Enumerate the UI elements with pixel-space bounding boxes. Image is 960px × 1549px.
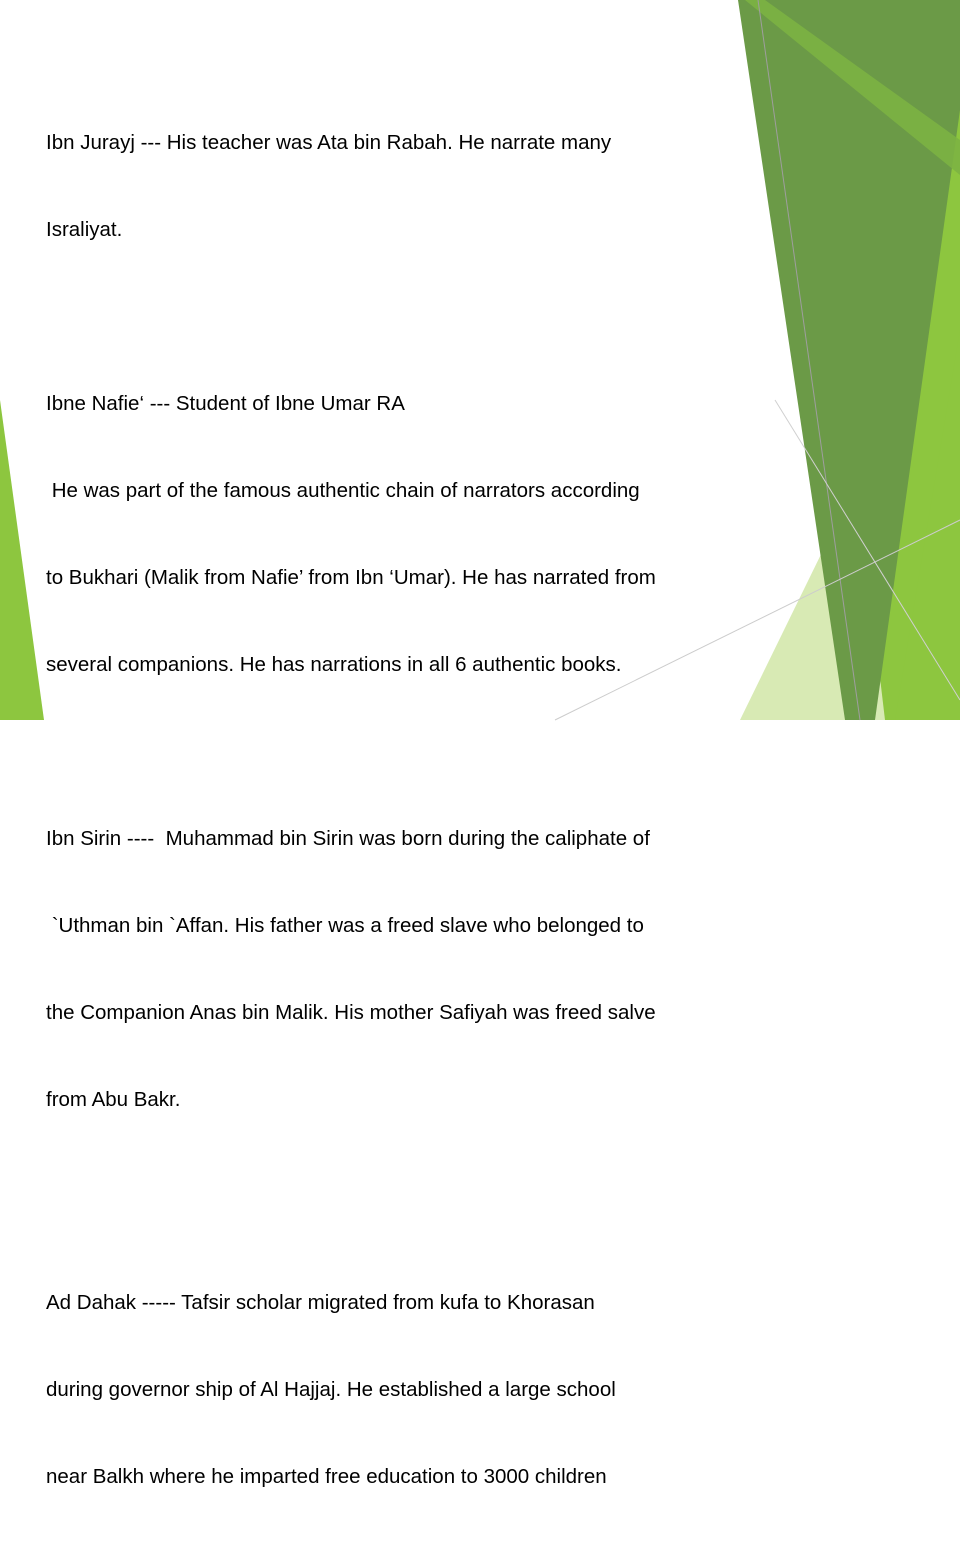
text-line: near Balkh where he imparted free education to 3000 children [46,1465,607,1488]
paragraph-ibn-jurayj [46,70,766,302]
text-line: Ibn Sirin ---- Muhammad bin Sirin was born during the caliphate of [46,827,650,850]
text-line: `Uthman bin `Affan. His father was a freed slave who belonged to [46,914,644,937]
text-line: to Bukhari (Malik from Nafie’ from Ibn ‘Umar). He has narrated from [46,566,656,589]
paragraph-ad-dahak [46,1230,766,1549]
paragraph-ibne-nafie [46,331,766,737]
slide-text-body [46,70,766,1549]
text-line: Israliyat. [46,218,123,241]
text-line: He was part of the famous authentic chain of narrators according [46,479,640,502]
text-line: Ibn Jurayj --- His teacher was Ata bin Rabah. He narrate many [46,131,612,154]
left-green-triangle [0,400,44,720]
text-line: from Abu Bakr. [46,1088,181,1111]
text-line: Ad Dahak ----- Tafsir scholar migrated from kufa to Khorasan [46,1291,595,1314]
text-line: several companions. He has narrations in all 6 authentic books. [46,653,622,676]
text-line: Ibne Nafie‘ --- Student of Ibne Umar RA [46,392,405,415]
text-line: the Companion Anas bin Malik. His mother Safiyah was freed salve [46,1001,656,1024]
paragraph-ibn-sirin [46,766,766,1172]
text-line: during governor ship of Al Hajjaj. He established a large school [46,1378,616,1401]
